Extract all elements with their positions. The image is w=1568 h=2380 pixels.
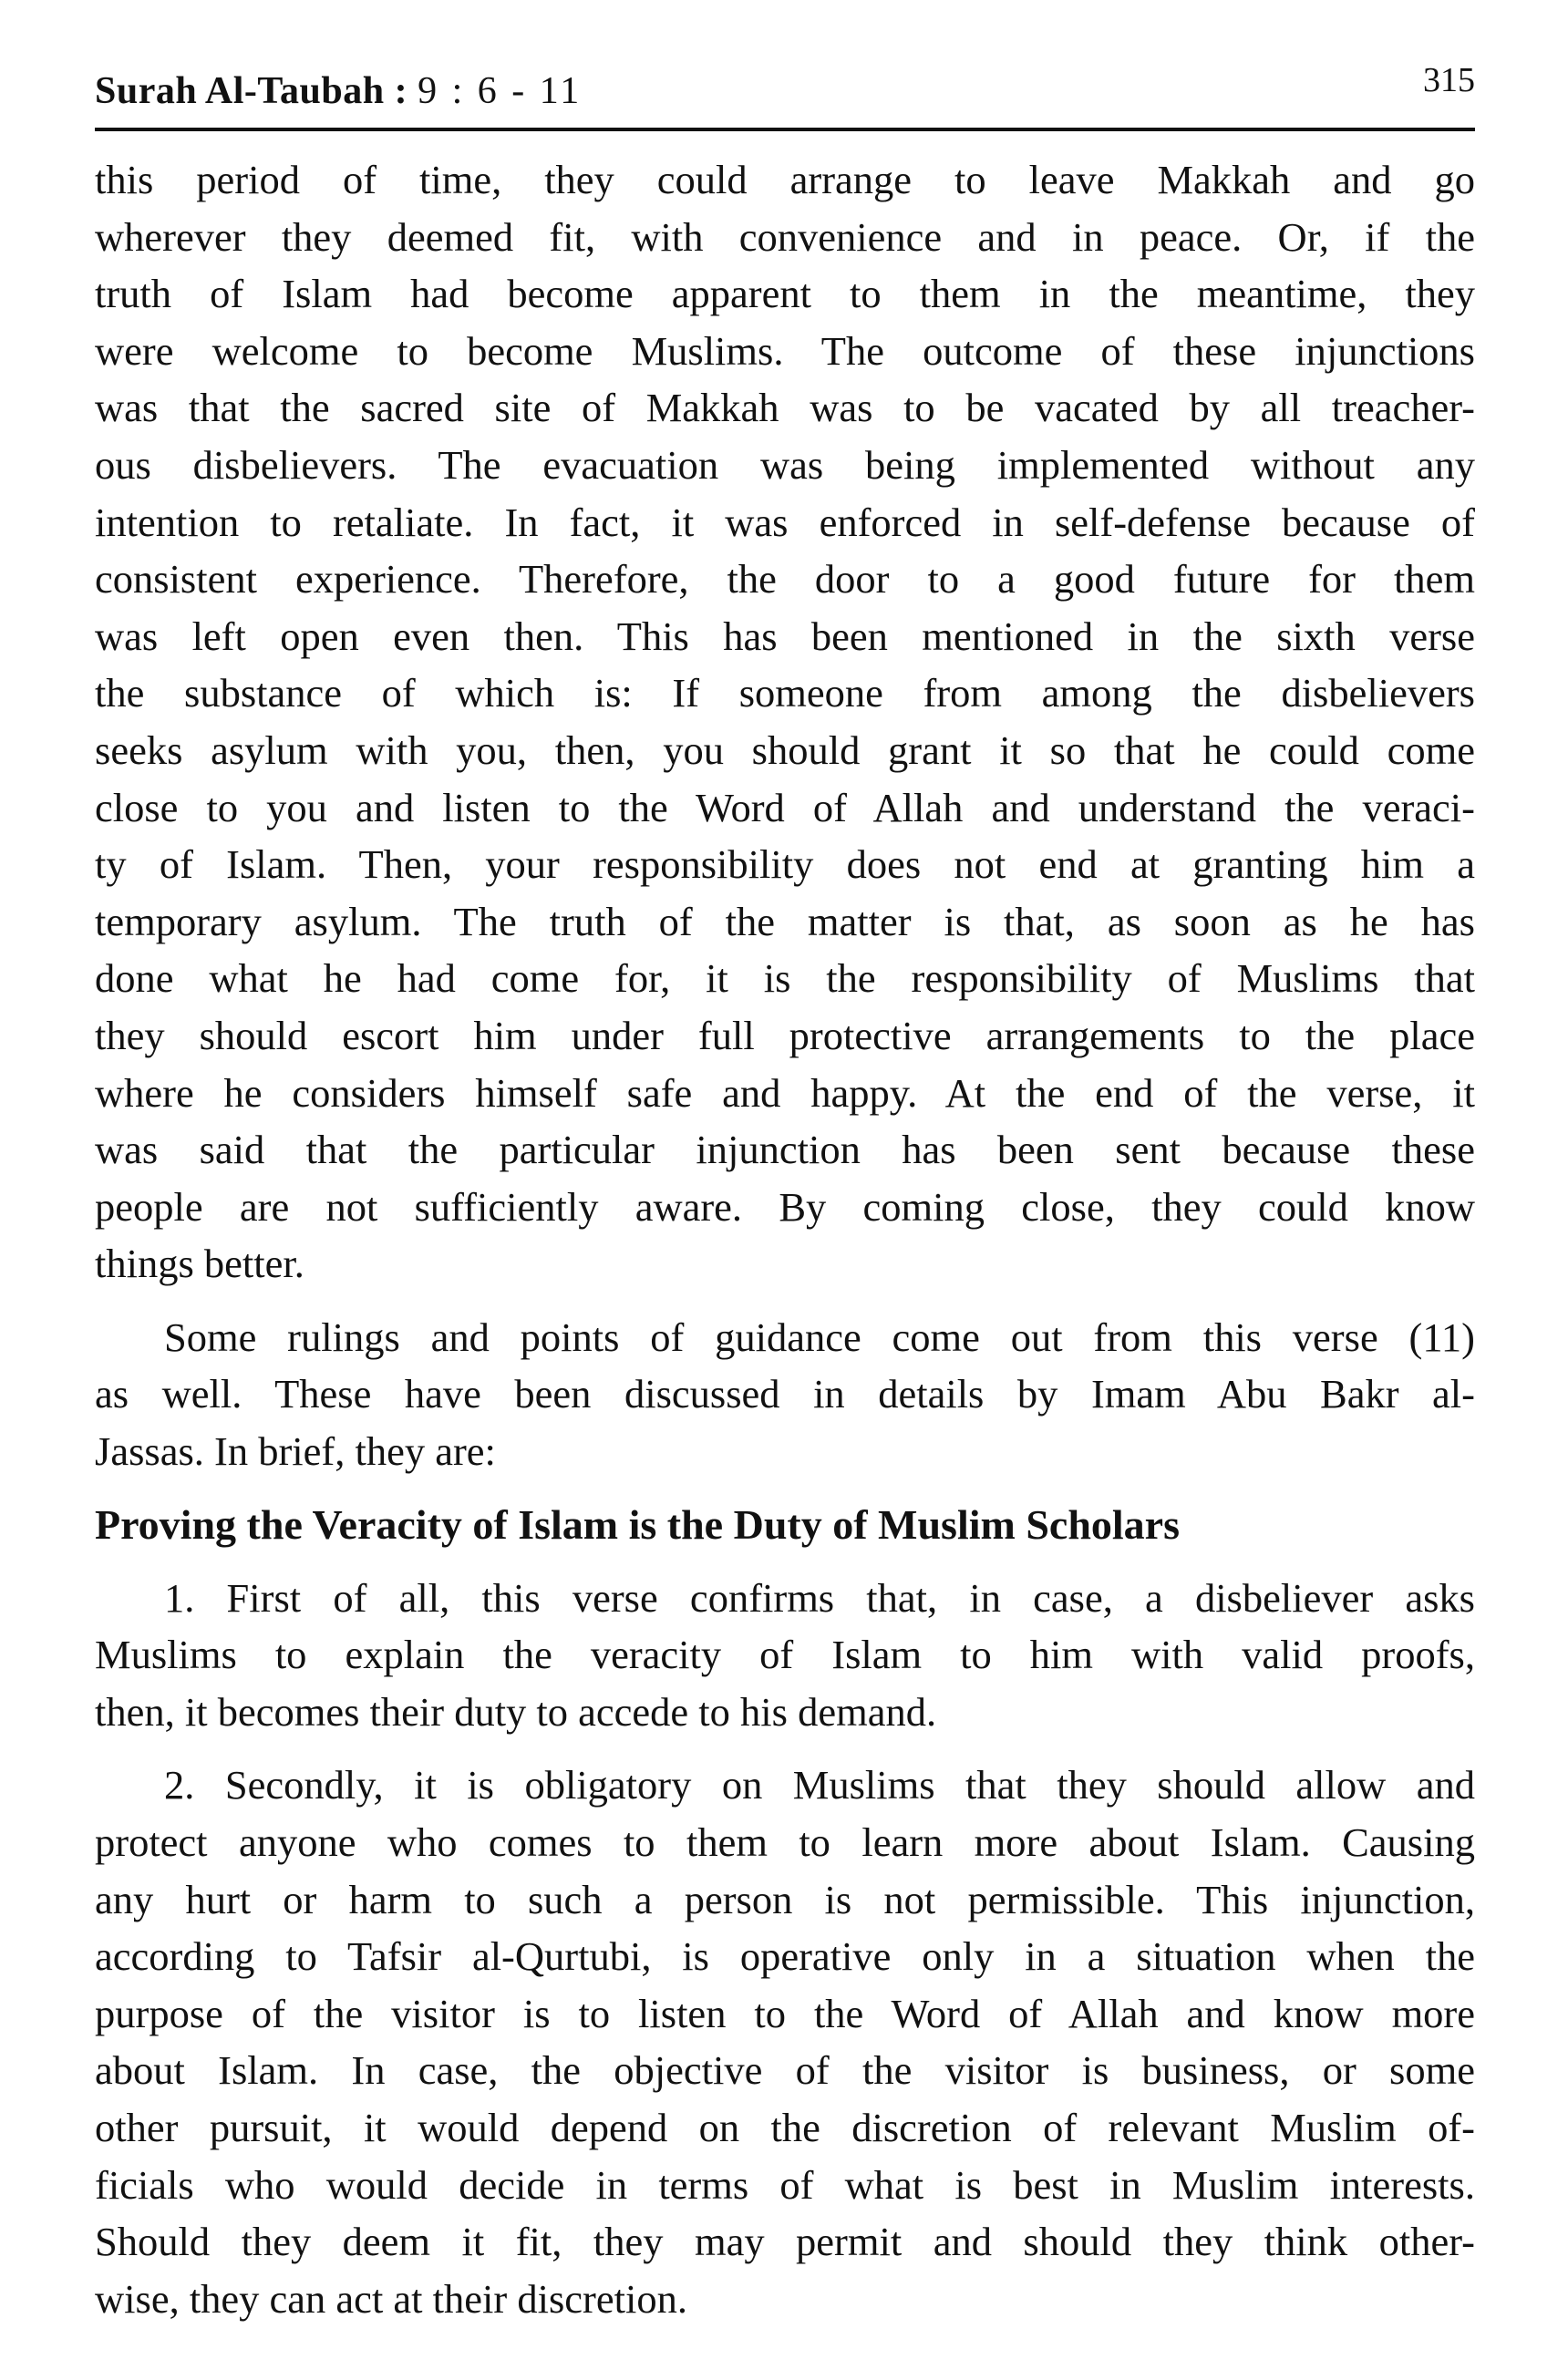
- text-line: according to Tafsir al-Qurtubi, is operative only in a situation when the: [95, 1933, 1475, 1980]
- text-line: people are not sufficiently aware. By coming close, they could know: [95, 1183, 1475, 1230]
- ruling-point-2: [95, 1757, 1475, 2327]
- text-line: this period of time, they could arrange to leave Makkah and go: [95, 157, 1475, 202]
- text-line: protect anyone who comes to them to learn more about Islam. Causing: [95, 1819, 1475, 1866]
- running-header: [95, 60, 1475, 131]
- text-line: intention to retaliate. In fact, it was enforced in self-defense because of: [95, 499, 1475, 545]
- text-line: where he considers himself safe and happy. At the end of the verse, it: [95, 1069, 1475, 1116]
- text-line: Should they deem it fit, they may permit and should they think other-: [95, 2219, 1475, 2265]
- verse-reference: 9 : 6 - 11: [418, 70, 583, 112]
- surah-title-text: Surah Al-Taubah :: [95, 70, 408, 112]
- text-line: done what he had come for, it is the responsibility of Muslims that: [95, 955, 1475, 1002]
- ruling-point-1: [95, 1570, 1475, 1741]
- text-line: ous disbelievers. The evacuation was being implemented without any: [95, 441, 1475, 488]
- text-line: ty of Islam. Then, your responsibility does not end at granting him a: [95, 841, 1475, 888]
- text-line: as well. These have been discussed in details by Imam Abu Bakr al-: [95, 1371, 1475, 1417]
- text-line: Some rulings and points of guidance come out from this verse (11): [164, 1314, 1475, 1360]
- text-line: truth of Islam had become apparent to them in the meantime, they: [95, 271, 1475, 317]
- text-line: any hurt or harm to such a person is not permissible. This injunction,: [95, 1876, 1475, 1922]
- text-line: wise, they can act at their discretion.: [95, 2275, 687, 2322]
- text-line: the substance of which is: If someone from among the disbelievers: [95, 670, 1475, 716]
- document-page: [95, 60, 1475, 2322]
- text-line: 2. Secondly, it is obligatory on Muslims that they should allow and: [164, 1762, 1475, 1808]
- text-line: were welcome to become Muslims. The outcome of these injunctions: [95, 327, 1475, 374]
- text-line: wherever they deemed fit, with convenience and in peace. Or, if the: [95, 213, 1475, 260]
- surah-title: [95, 69, 582, 113]
- text-line: was that the sacred site of Makkah was to be vacated by all treacher-: [95, 385, 1475, 431]
- text-line: was left open even then. This has been mentioned in the sixth verse: [95, 613, 1475, 659]
- text-line: consistent experience. Therefore, the door to a good future for them: [95, 556, 1475, 603]
- text-line: close to you and listen to the Word of Allah and understand the veraci-: [95, 784, 1475, 830]
- paragraph-rulings-intro: [95, 1309, 1475, 1480]
- text-line: seeks asylum with you, then, you should grant it so that he could come: [95, 726, 1475, 773]
- text-line: they should escort him under full protective arrangements to the place: [95, 1012, 1475, 1058]
- text-line: about Islam. In case, the objective of the visitor is business, or some: [95, 2047, 1475, 2094]
- text-line: then, it becomes their duty to accede to his demand.: [95, 1688, 937, 1735]
- text-line: Jassas. In brief, they are:: [95, 1428, 496, 1475]
- text-line: purpose of the visitor is to listen to the Word of Allah and know more: [95, 1990, 1475, 2036]
- text-line: other pursuit, it would depend on the discretion of relevant Muslim of-: [95, 2105, 1475, 2150]
- page-body: [95, 151, 1475, 2327]
- text-line: Muslims to explain the veracity of Islam to him with valid proofs,: [95, 1632, 1475, 1678]
- page-number: 315: [1423, 61, 1475, 99]
- text-line: ficials who would decide in terms of what is best in Muslim interests.: [95, 2161, 1475, 2208]
- text-line: temporary asylum. The truth of the matter is that, as soon as he has: [95, 898, 1475, 944]
- text-line: 1. First of all, this verse confirms that, in case, a disbeliever asks: [164, 1574, 1475, 1621]
- section-heading: Proving the Veracity of Islam is the Duty of Muslim Scholars: [95, 1500, 1181, 1548]
- paragraph-continuation: [95, 151, 1475, 1293]
- text-line: was said that the particular injunction has been sent because these: [95, 1127, 1475, 1173]
- text-line: things better.: [95, 1241, 304, 1287]
